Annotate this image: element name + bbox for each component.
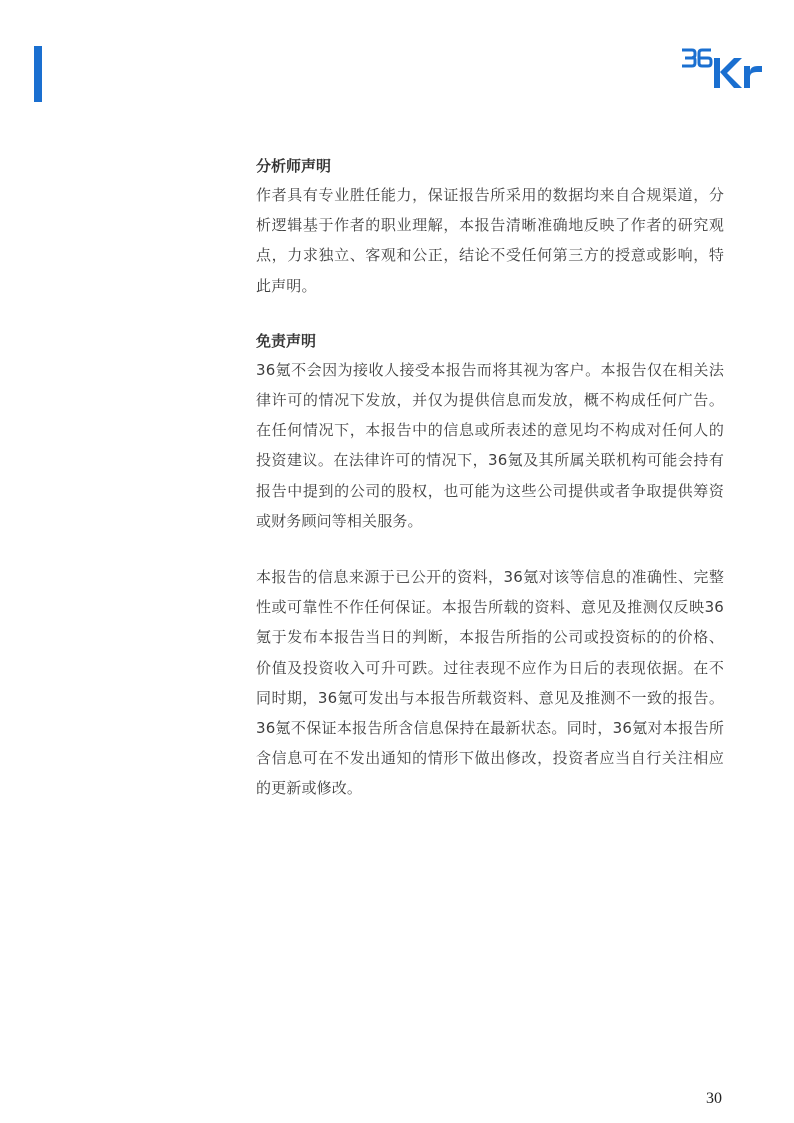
- report-statements: [256, 152, 724, 804]
- analyst-statement-heading: 分析师声明: [256, 157, 332, 175]
- header-accent-bar: [34, 46, 42, 102]
- page-number: 30: [706, 1090, 722, 1107]
- analyst-statement-body: 作者具有专业胜任能力，保证报告所采用的数据均来自合规渠道，分析逻辑基于作者的职业理解，本报告清晰准确地反映了作者的研究观点，力求独立、客观和公正，结论不受任何第三方的授意或影响，特此声明。: [256, 186, 724, 295]
- disclaimer-paragraph-2: 本报告的信息来源于已公开的资料，36氪对该等信息的准确性、完整性或可靠性不作任何保证。本报告所载的资料、意见及推测仅反映36氪于发布本报告当日的判断，本报告所指的公司或投资标的的价格、价值及投资收入可升可跌。过往表现不应作为日后的表现依据。在不同时期，36氪可发出与本报告所载资料、意见及推测不一致的报告。36氪不保证本报告所含信息保持在最新状态。同时，36氪对本报告所含信息可在不发出通知的情形下做出修改，投资者应当自行关注相应的更新或修改。: [256, 568, 724, 798]
- disclaimer-heading: 免责声明: [256, 331, 317, 350]
- brand-logo: [680, 44, 764, 92]
- disclaimer-paragraph-1: 36氪不会因为接收人接受本报告而将其视为客户。本报告仅在相关法律许可的情况下发放，并仅为提供信息而发放，概不构成任何广告。在任何情况下，本报告中的信息或所表述的意见均不构成对任何人的投资建议。在法律许可的情况下，36氪及其所属关联机构可能会持有报告中提到的公司的股权，也可能为这些公司提供或者争取提供筹资或财务顾问等相关服务。: [256, 360, 724, 530]
